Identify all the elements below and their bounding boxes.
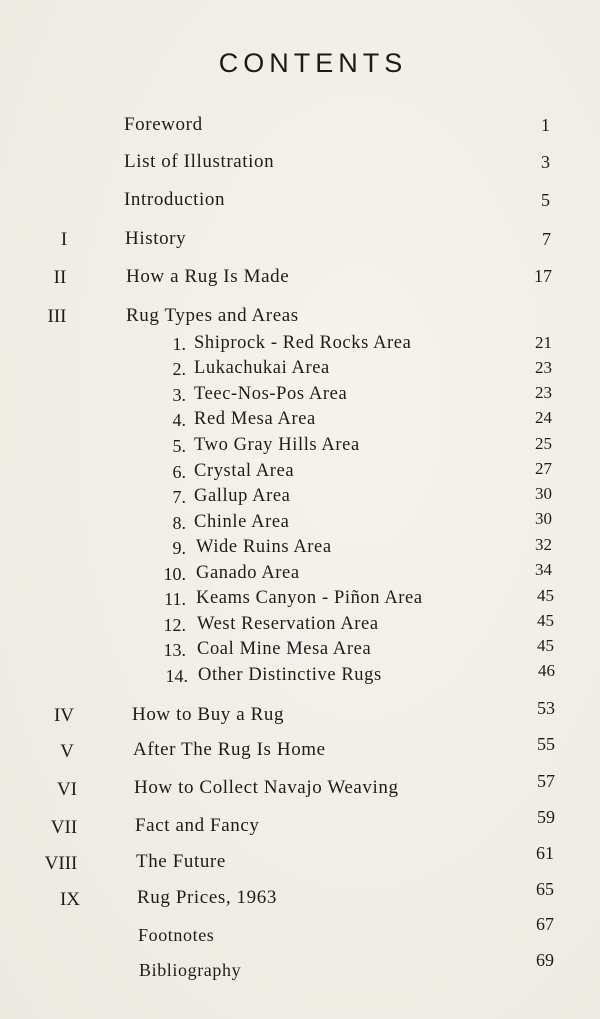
toc-label-rug-prices-1963: Rug Prices, 1963 — [137, 887, 277, 908]
subsection-page: 21 — [535, 333, 552, 352]
subsection-number: 11. — [164, 589, 186, 609]
subsection-number: 2. — [172, 359, 186, 379]
subsection-page: 27 — [535, 459, 552, 478]
toc-numeral-iv: IV — [53, 705, 75, 726]
toc-label-the-future: The Future — [136, 851, 226, 872]
subsection-page: 34 — [535, 560, 552, 579]
toc-page-how-to-buy-a-rug: 53 — [537, 698, 555, 718]
subsection-page: 46 — [538, 661, 555, 680]
subsection-number: 3. — [172, 385, 186, 405]
subsection-page: 45 — [537, 636, 554, 655]
toc-numeral-viii: VIII — [44, 853, 78, 874]
subsection-page: 25 — [535, 434, 552, 453]
toc-label-history: History — [125, 228, 187, 249]
subsection-number: 1. — [172, 334, 186, 354]
subsection-page: 24 — [535, 408, 552, 427]
subsection-label: Gallup Area — [194, 486, 291, 506]
subsection-label: Two Gray Hills Area — [194, 435, 360, 455]
page-title: CONTENTS — [218, 48, 408, 78]
subsection-label: Crystal Area — [194, 461, 295, 481]
toc-page-the-future: 61 — [536, 843, 554, 863]
toc-label-how-a-rug-is-made: How a Rug Is Made — [126, 266, 290, 287]
subsection-label: Shiprock - Red Rocks Area — [194, 333, 412, 353]
subsection-page: 23 — [535, 383, 552, 402]
subsection-page: 45 — [537, 611, 554, 630]
subsection-number: 8. — [172, 513, 186, 533]
toc-numeral-ix: IX — [59, 889, 81, 910]
subsection-label: Ganado Area — [196, 563, 300, 583]
subsection-label: Red Mesa Area — [194, 409, 316, 429]
toc-numeral-iii: III — [47, 306, 67, 327]
toc-label-foreword: Foreword — [124, 114, 203, 135]
subsection-page: 30 — [535, 509, 552, 528]
subsection-number: 6. — [172, 462, 186, 482]
toc-label-list-of-illustration: List of Illustration — [124, 151, 275, 172]
subsection-number: 13. — [163, 640, 186, 660]
toc-label-rug-types-and-areas: Rug Types and Areas — [126, 305, 299, 326]
toc-page-after-the-rug-is-home: 55 — [537, 734, 555, 754]
subsection-label: Lukachukai Area — [194, 358, 330, 378]
subsection-number: 4. — [172, 410, 186, 430]
subsection-label: Teec-Nos-Pos Area — [194, 384, 348, 404]
subsection-number: 7. — [172, 487, 186, 507]
subsection-page: 23 — [535, 358, 552, 377]
toc-page-how-a-rug-is-made: 17 — [534, 266, 552, 286]
toc-numeral-i: I — [60, 229, 68, 250]
toc-numeral-ii: II — [53, 267, 67, 288]
subsection-page: 45 — [537, 586, 554, 605]
toc-numeral-vi: VI — [56, 779, 78, 800]
toc-label-how-to-collect-navajo-weaving: How to Collect Navajo Weaving — [134, 777, 399, 798]
toc-numeral-v: V — [60, 741, 74, 762]
toc-label-after-the-rug-is-home: After The Rug Is Home — [133, 739, 326, 760]
toc-label-bibliography: Bibliography — [139, 960, 242, 980]
toc-numeral-vii: VII — [50, 817, 78, 838]
subsection-label: West Reservation Area — [197, 614, 379, 634]
subsection-number: 14. — [165, 666, 188, 686]
toc-page-footnotes: 67 — [536, 914, 554, 934]
toc-page-list-of-illustration: 3 — [541, 152, 550, 172]
subsection-number: 9. — [172, 538, 186, 558]
toc-page-bibliography: 69 — [536, 950, 554, 970]
toc-page-how-to-collect-navajo-weaving: 57 — [537, 771, 555, 791]
subsection-label: Other Distinctive Rugs — [198, 665, 382, 685]
subsection-number: 5. — [172, 436, 186, 456]
subsection-label: Chinle Area — [194, 512, 290, 532]
subsection-number: 12. — [163, 615, 186, 635]
subsection-label: Keams Canyon - Piñon Area — [196, 588, 423, 608]
subsection-number: 10. — [163, 564, 186, 584]
subsection-page: 32 — [535, 535, 552, 554]
subsection-label: Coal Mine Mesa Area — [197, 639, 372, 659]
toc-label-introduction: Introduction — [124, 189, 226, 210]
subsection-label: Wide Ruins Area — [196, 537, 332, 557]
toc-page-rug-prices-1963: 65 — [536, 879, 554, 899]
toc-page-foreword: 1 — [541, 115, 550, 135]
subsection-page: 30 — [535, 484, 552, 503]
toc-label-footnotes: Footnotes — [138, 925, 215, 945]
toc-label-how-to-buy-a-rug: How to Buy a Rug — [132, 704, 285, 725]
toc-page-introduction: 5 — [541, 190, 550, 210]
toc-page-history: 7 — [542, 229, 551, 249]
toc-label-fact-and-fancy: Fact and Fancy — [135, 815, 260, 836]
toc-page-fact-and-fancy: 59 — [537, 807, 555, 827]
